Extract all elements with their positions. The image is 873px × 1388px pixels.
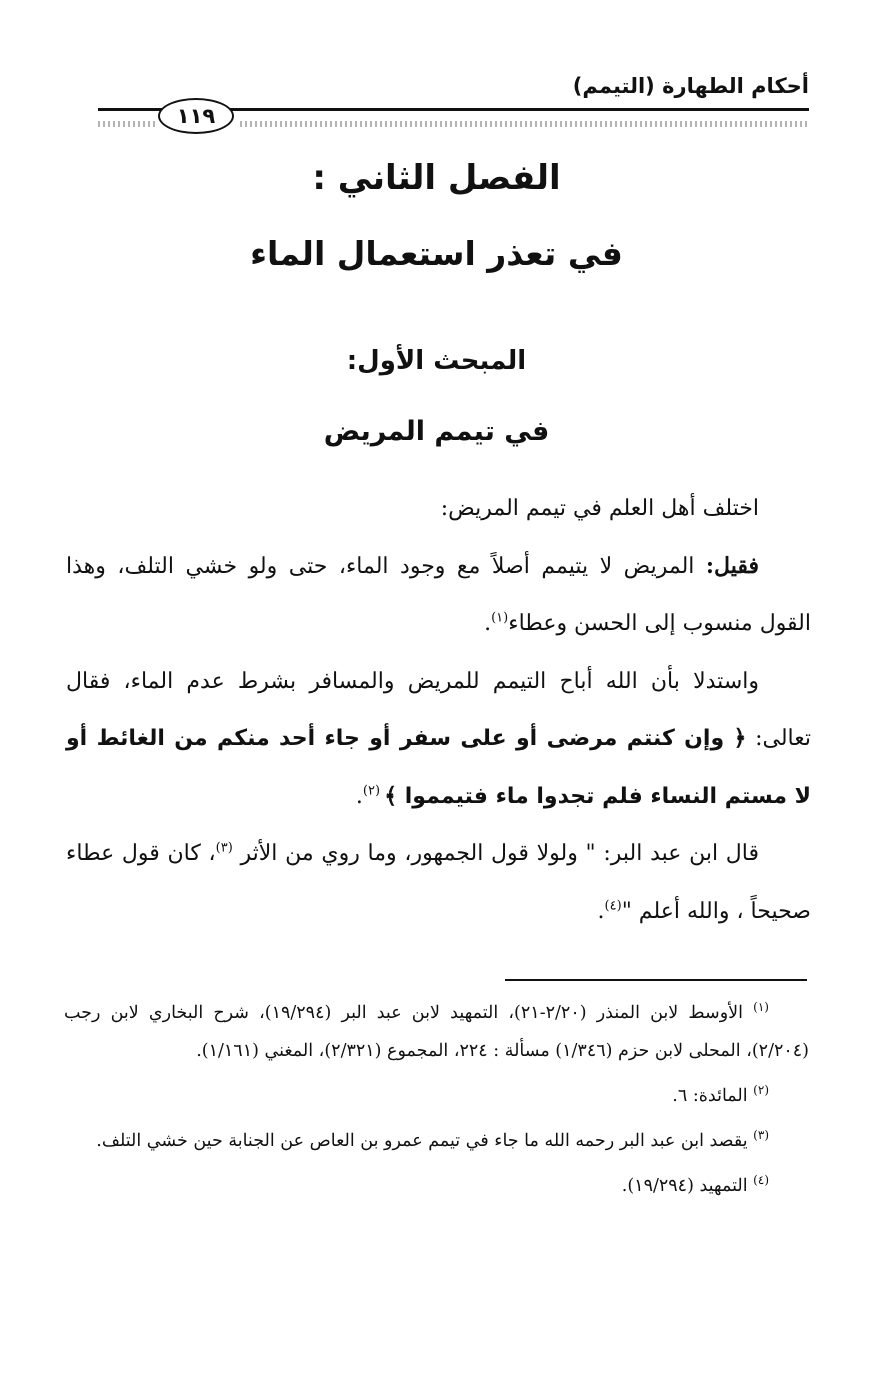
- section-title: في تيمم المريض: [323, 416, 550, 447]
- footnote-text: يقصد ابن عبد البر رحمه الله ما جاء في تيمم عمرو بن العاص عن الجنابة حين خشي التلف.: [96, 1131, 748, 1151]
- paragraph-evidence: [66, 653, 811, 826]
- footnote-3: [64, 1122, 809, 1160]
- footnote-text: المائدة: ٦.: [672, 1086, 748, 1106]
- paragraph-first-opinion: [66, 538, 811, 653]
- header-ornament: [240, 121, 807, 127]
- punctuation: .: [355, 783, 363, 809]
- evidence-text: واستدلا بأن الله أباح التيمم للمريض والمسافر بشرط عدم الماء، فقال تعالى:: [66, 668, 811, 751]
- footnote-ref-4[interactable]: (٤): [604, 898, 622, 914]
- footnote-ref-1[interactable]: (١): [491, 610, 509, 626]
- footnote-text: الأوسط لابن المنذر (٢/٢٠-٢١)، التمهيد لابن عبد البر (١٩/٢٩٤)، شرح البخاري لابن رجب (٢/٢٠٤)، المحلى لابن حزم (١/٣٤٦) مسألة : ٢٢٤، المجموع (٢/٣٢١)، المغني (١/١٦١).: [64, 1003, 809, 1061]
- chapter-title: في تعذر استعمال الماء: [250, 234, 623, 273]
- header-ornament-left: [98, 121, 158, 127]
- paragraph-intro-text: اختلف أهل العلم في تيمم المريض:: [440, 496, 759, 521]
- footnote-text: التمهيد (١٩/٢٩٤).: [621, 1176, 748, 1196]
- footnote-1: [64, 994, 809, 1070]
- footnote-mark: (١): [753, 1000, 769, 1015]
- page-number: ١١٩: [158, 98, 234, 134]
- paragraph-quote: [66, 825, 811, 940]
- section-label: المبحث الأول:: [346, 346, 527, 376]
- quote-text: قال ابن عبد البر: " ولولا قول الجمهور، وما روي من الأثر: [232, 841, 759, 866]
- paragraph-intro: [66, 480, 811, 538]
- quote-text-continued: ، كان قول عطاء صحيحاً ، والله أعلم ": [66, 841, 811, 924]
- footnote-separator: [505, 979, 807, 981]
- body-text: [66, 480, 811, 940]
- footnote-ref-2[interactable]: (٢): [362, 783, 385, 799]
- footnote-mark: (٢): [753, 1083, 769, 1098]
- running-header-title: أحكام الطهارة (التيمم): [572, 74, 809, 98]
- footnote-mark: (٤): [753, 1173, 769, 1188]
- quran-verse: ﴿ وإن كنتم مرضى أو على سفر أو جاء أحد منكم من الغائط أو لا مستم النساء فلم تجدوا ماء فتيمموا ﴾: [66, 726, 811, 809]
- footnote-4: [64, 1167, 809, 1205]
- opinion-lead: فقيل:: [705, 552, 759, 579]
- chapter-label: الفصل الثاني :: [312, 158, 561, 198]
- footnote-ref-3[interactable]: (٣): [215, 840, 233, 856]
- punctuation: .: [484, 611, 492, 636]
- footnotes: [64, 994, 809, 1212]
- footnote-2: [64, 1077, 809, 1115]
- opinion-text: المريض لا يتيمم أصلاً مع وجود الماء، حتى ولو خشي التلف، وهذا القول منسوب إلى الحسن وعطاء: [66, 553, 811, 636]
- punctuation: .: [597, 898, 605, 924]
- footnote-mark: (٣): [753, 1128, 769, 1143]
